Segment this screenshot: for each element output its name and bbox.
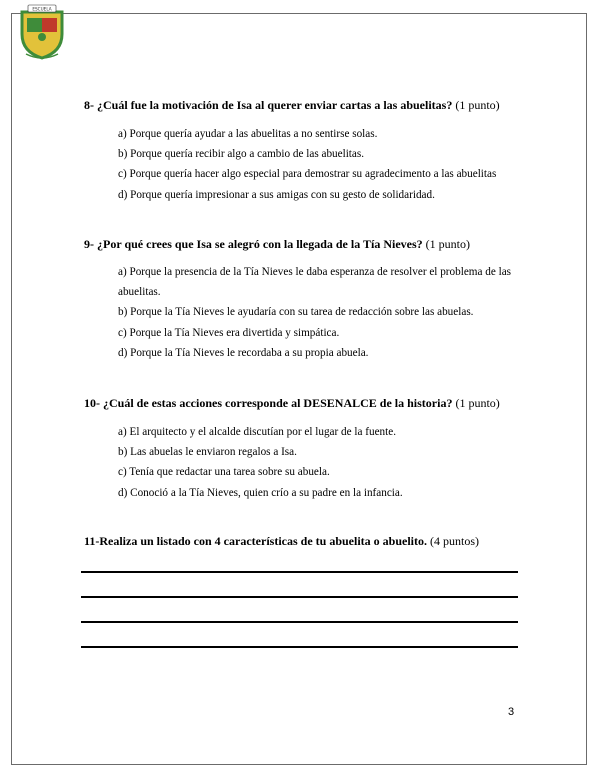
question-text: ¿Cuál de estas acciones corresponde al DESENALCE de la historia?	[103, 396, 453, 410]
question-8	[84, 98, 500, 112]
answer-line-1[interactable]	[81, 571, 518, 573]
option-c: c) Tenía que redactar una tarea sobre su abuela.	[118, 466, 330, 479]
question-10	[84, 396, 500, 410]
question-9	[84, 237, 470, 251]
question-points: (1 punto)	[455, 396, 500, 410]
page-number: 3	[508, 706, 515, 718]
option-d: d) Porque la Tía Nieves le recordaba a su propia abuela.	[118, 346, 369, 359]
option-b: b) Las abuelas le enviaron regalos a Isa.	[118, 446, 297, 459]
option-b: b) Porque quería recibir algo a cambio de las abuelitas.	[118, 148, 365, 161]
question-text: Realiza un listado con 4 características de tu abuelita o abuelito.	[99, 534, 427, 548]
option-a: a) Porque la presencia de la Tía Nieves le daba esperanza de resolver el problema de las abuelitas.	[118, 266, 512, 299]
option-d: d) Porque quería impresionar a sus amigas con su gesto de solidaridad.	[118, 188, 435, 201]
question-number: 10-	[84, 396, 100, 410]
answer-line-2[interactable]	[81, 596, 518, 598]
option-c: c) Porque quería hacer algo especial para demostrar su agradecimento a las abuelitas	[118, 168, 497, 181]
question-number: 8-	[84, 98, 94, 112]
answer-line-4[interactable]	[81, 646, 518, 648]
question-number: 11-	[84, 534, 100, 548]
question-text: ¿Por qué crees que Isa se alegró con la llegada de la Tía Nieves?	[97, 237, 423, 251]
question-11	[84, 534, 479, 548]
option-c: c) Porque la Tía Nieves era divertida y simpática.	[118, 326, 340, 339]
option-a: a) Porque quería ayudar a las abuelitas a no sentirse solas.	[118, 128, 378, 140]
options-list-8	[118, 124, 528, 205]
option-a: a) El arquitecto y el alcalde discutían por el lugar de la fuente.	[118, 426, 397, 438]
question-text: ¿Cuál fue la motivación de Isa al querer enviar cartas a las abuelitas?	[97, 98, 453, 112]
answer-line-3[interactable]	[81, 621, 518, 623]
option-b: b) Porque la Tía Nieves le ayudaría con su tarea de redacción sobre las abuelas.	[118, 306, 474, 319]
options-list-10	[118, 422, 528, 503]
option-d: d) Conoció a la Tía Nieves, quien crío a su padre en la infancia.	[118, 486, 403, 499]
school-crest-logo	[18, 4, 66, 62]
options-list-9	[118, 262, 528, 363]
question-number: 9-	[84, 237, 94, 251]
question-points: (1 punto)	[455, 98, 500, 112]
question-points: (4 puntos)	[430, 534, 479, 548]
crest-banner-text: ESCUELA	[32, 6, 52, 12]
question-points: (1 punto)	[425, 237, 470, 251]
